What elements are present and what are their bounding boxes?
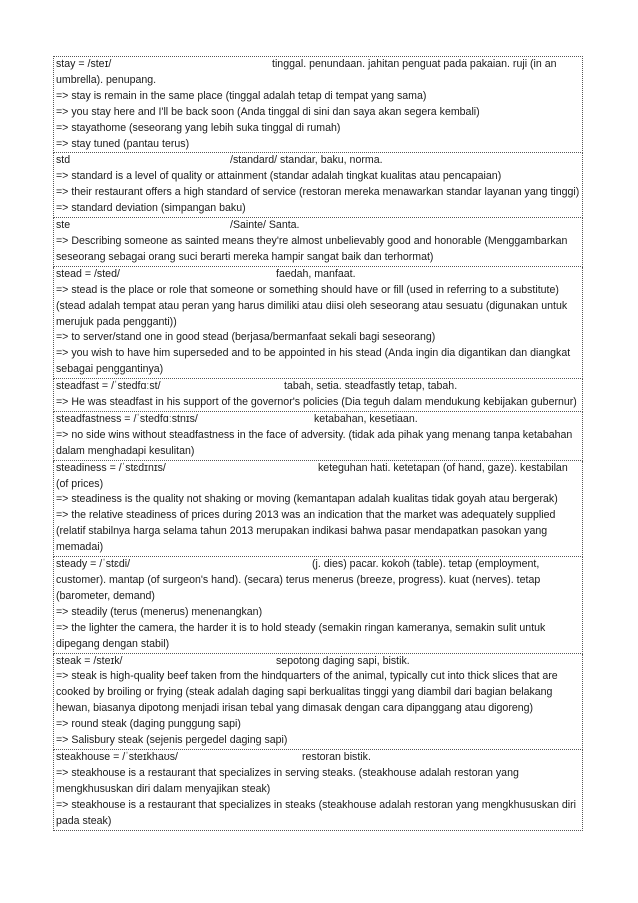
headword: ste (56, 219, 71, 232)
headword: stay = /steɪ/ (56, 58, 112, 70)
entry-headline (56, 412, 581, 428)
example-line: => stay tuned (pantau terus) (56, 137, 190, 150)
example-line: => round steak (daging punggung sapi) (56, 718, 241, 731)
headword: steadiness = /ˈstɛdɪnɪs/ (56, 461, 166, 474)
entry-headline (56, 153, 581, 169)
entry-headline (56, 267, 581, 283)
example-line: => you wish to have him superseded and to be appointed in his stead (Anda ingin dia digantikan dan diangkat sebagai penggantinya) (56, 347, 571, 376)
dictionary-entry (53, 461, 583, 557)
example-line: => stead is the place or role that someone or something should have or fill (used in referring to a substitute) (stead adalah tempat atau peran yang harus dimiliki atau diisi oleh seseorang atau sesuatu (digunakan untuk merujuk pada pengganti)) (56, 283, 568, 328)
headword: steak = /steɪk/ (56, 654, 123, 667)
example-line: => steak is high-quality beef taken from the hindquarters of the animal, typically cut into thick slices that are cooked by broiling or frying (steak adalah daging sapi berkualitas tinggi yang diambil dari bagian belakang hewan, biasanya dipotong menjadi irisan tebal yang dimasak dengan cara dipanggang atau digoreng) (56, 670, 558, 715)
entry-headline (56, 379, 581, 395)
dictionary-page (53, 56, 583, 831)
example-line: => the relative steadiness of prices during 2013 was an indication that the market was adequately supplied (relatif stabilnya harga selama tahun 2013 merupakan indikasi bahwa pasar mendapatkan pasokan yang memadai) (56, 509, 556, 554)
entry-headline (56, 218, 581, 234)
example-line: => you stay here and I'll be back soon (Anda tinggal di sini dan saya akan segera kembali) (56, 105, 480, 118)
headword-meaning: restoran bistik. (302, 750, 371, 763)
dictionary-entry (53, 56, 583, 153)
headword-meaning: keteguhan hati. ketetapan (of hand, gaze). kestabilan (of prices) (56, 461, 568, 490)
entry-headline (56, 57, 581, 89)
headword-meaning: tinggal. penundaan. jahitan penguat pada pakaian. ruji (in an umbrella). penupang. (56, 58, 557, 86)
entry-headline (56, 750, 581, 766)
headword-meaning: /standard/ standar, baku, norma. (230, 154, 383, 167)
headword-meaning: ketabahan, kesetiaan. (314, 412, 418, 425)
example-line: => steakhouse is a restaurant that specializes in steaks (steakhouse adalah restoran yang mengkhususkan diri pada steak) (56, 798, 576, 827)
dictionary-entry (53, 750, 583, 831)
example-line: => steakhouse is a restaurant that specializes in serving steaks. (steakhouse adalah restoran yang mengkhususkan diri dalam menyajikan steak) (56, 766, 519, 795)
headword-meaning: faedah, manfaat. (276, 267, 356, 280)
dictionary-entry (53, 153, 583, 218)
headword: steady = /ˈstɛdi/ (56, 558, 131, 571)
headword-meaning: sepotong daging sapi, bistik. (276, 654, 410, 667)
dictionary-entry (53, 654, 583, 750)
example-line: => stayathome (seseorang yang lebih suka tinggal di rumah) (56, 121, 341, 134)
dictionary-entry (53, 379, 583, 412)
entry-headline (56, 654, 581, 670)
dictionary-entry (53, 412, 583, 461)
example-line: => stay is remain in the same place (tinggal adalah tetap di tempat yang sama) (56, 89, 427, 102)
entry-headline (56, 461, 581, 493)
dictionary-entry (53, 557, 583, 653)
example-line: => steadily (terus (menerus) menenangkan) (56, 605, 263, 618)
example-line: => Salisbury steak (sejenis pergedel daging sapi) (56, 734, 288, 747)
example-line: => their restaurant offers a high standard of service (restoran mereka menawarkan standar layanan yang tinggi) (56, 186, 580, 199)
example-line: => no side wins without steadfastness in the face of adversity. (tidak ada pihak yang menang tanpa ketabahan dalam menghadapi kesulitan) (56, 428, 573, 457)
dictionary-entry (53, 218, 583, 267)
headword: steadfastness = /ˈstedfɑːstnɪs/ (56, 412, 198, 425)
dictionary-entry (53, 267, 583, 379)
example-line: => He was steadfast in his support of the governor's policies (Dia teguh dalam mendukung kebijakan gubernur) (56, 396, 577, 409)
headword-meaning: /Sainte/ Santa. (230, 219, 300, 232)
example-line: => steadiness is the quality not shaking or moving (kemantapan adalah kualitas tidak goyah atau bergerak) (56, 493, 558, 506)
headword: std (56, 154, 71, 167)
entry-headline (56, 557, 581, 605)
headword: stead = /sted/ (56, 267, 120, 280)
headword: steakhouse = /ˈsteɪkhaʊs/ (56, 750, 178, 763)
headword-meaning: (j. dies) pacar. kokoh (table). tetap (employment, customer). mantap (of surgeon's hand). (secara) terus menerus (breeze, progress). kuat (nerves). tetap (barometer, demand) (56, 558, 541, 602)
example-line: => standard deviation (simpangan baku) (56, 202, 246, 215)
example-line: => Describing someone as sainted means they're almost unbelievably good and honorable (Menggambarkan seseorang sebagai orang suci berarti mereka hampir sangat baik dan terhormat) (56, 234, 568, 263)
headword: steadfast = /ˈstedfɑːst/ (56, 380, 161, 393)
example-line: => standard is a level of quality or attainment (standar adalah tingkat kualitas atau pencapaian) (56, 170, 502, 183)
example-line: => to server/stand one in good stead (berjasa/bermanfaat sekali bagi seseorang) (56, 331, 436, 344)
headword-meaning: tabah, setia. steadfastly tetap, tabah. (284, 380, 458, 393)
example-line: => the lighter the camera, the harder it is to hold steady (semakin ringan kameranya, semakin sulit untuk dipegang dengan stabil) (56, 621, 546, 650)
